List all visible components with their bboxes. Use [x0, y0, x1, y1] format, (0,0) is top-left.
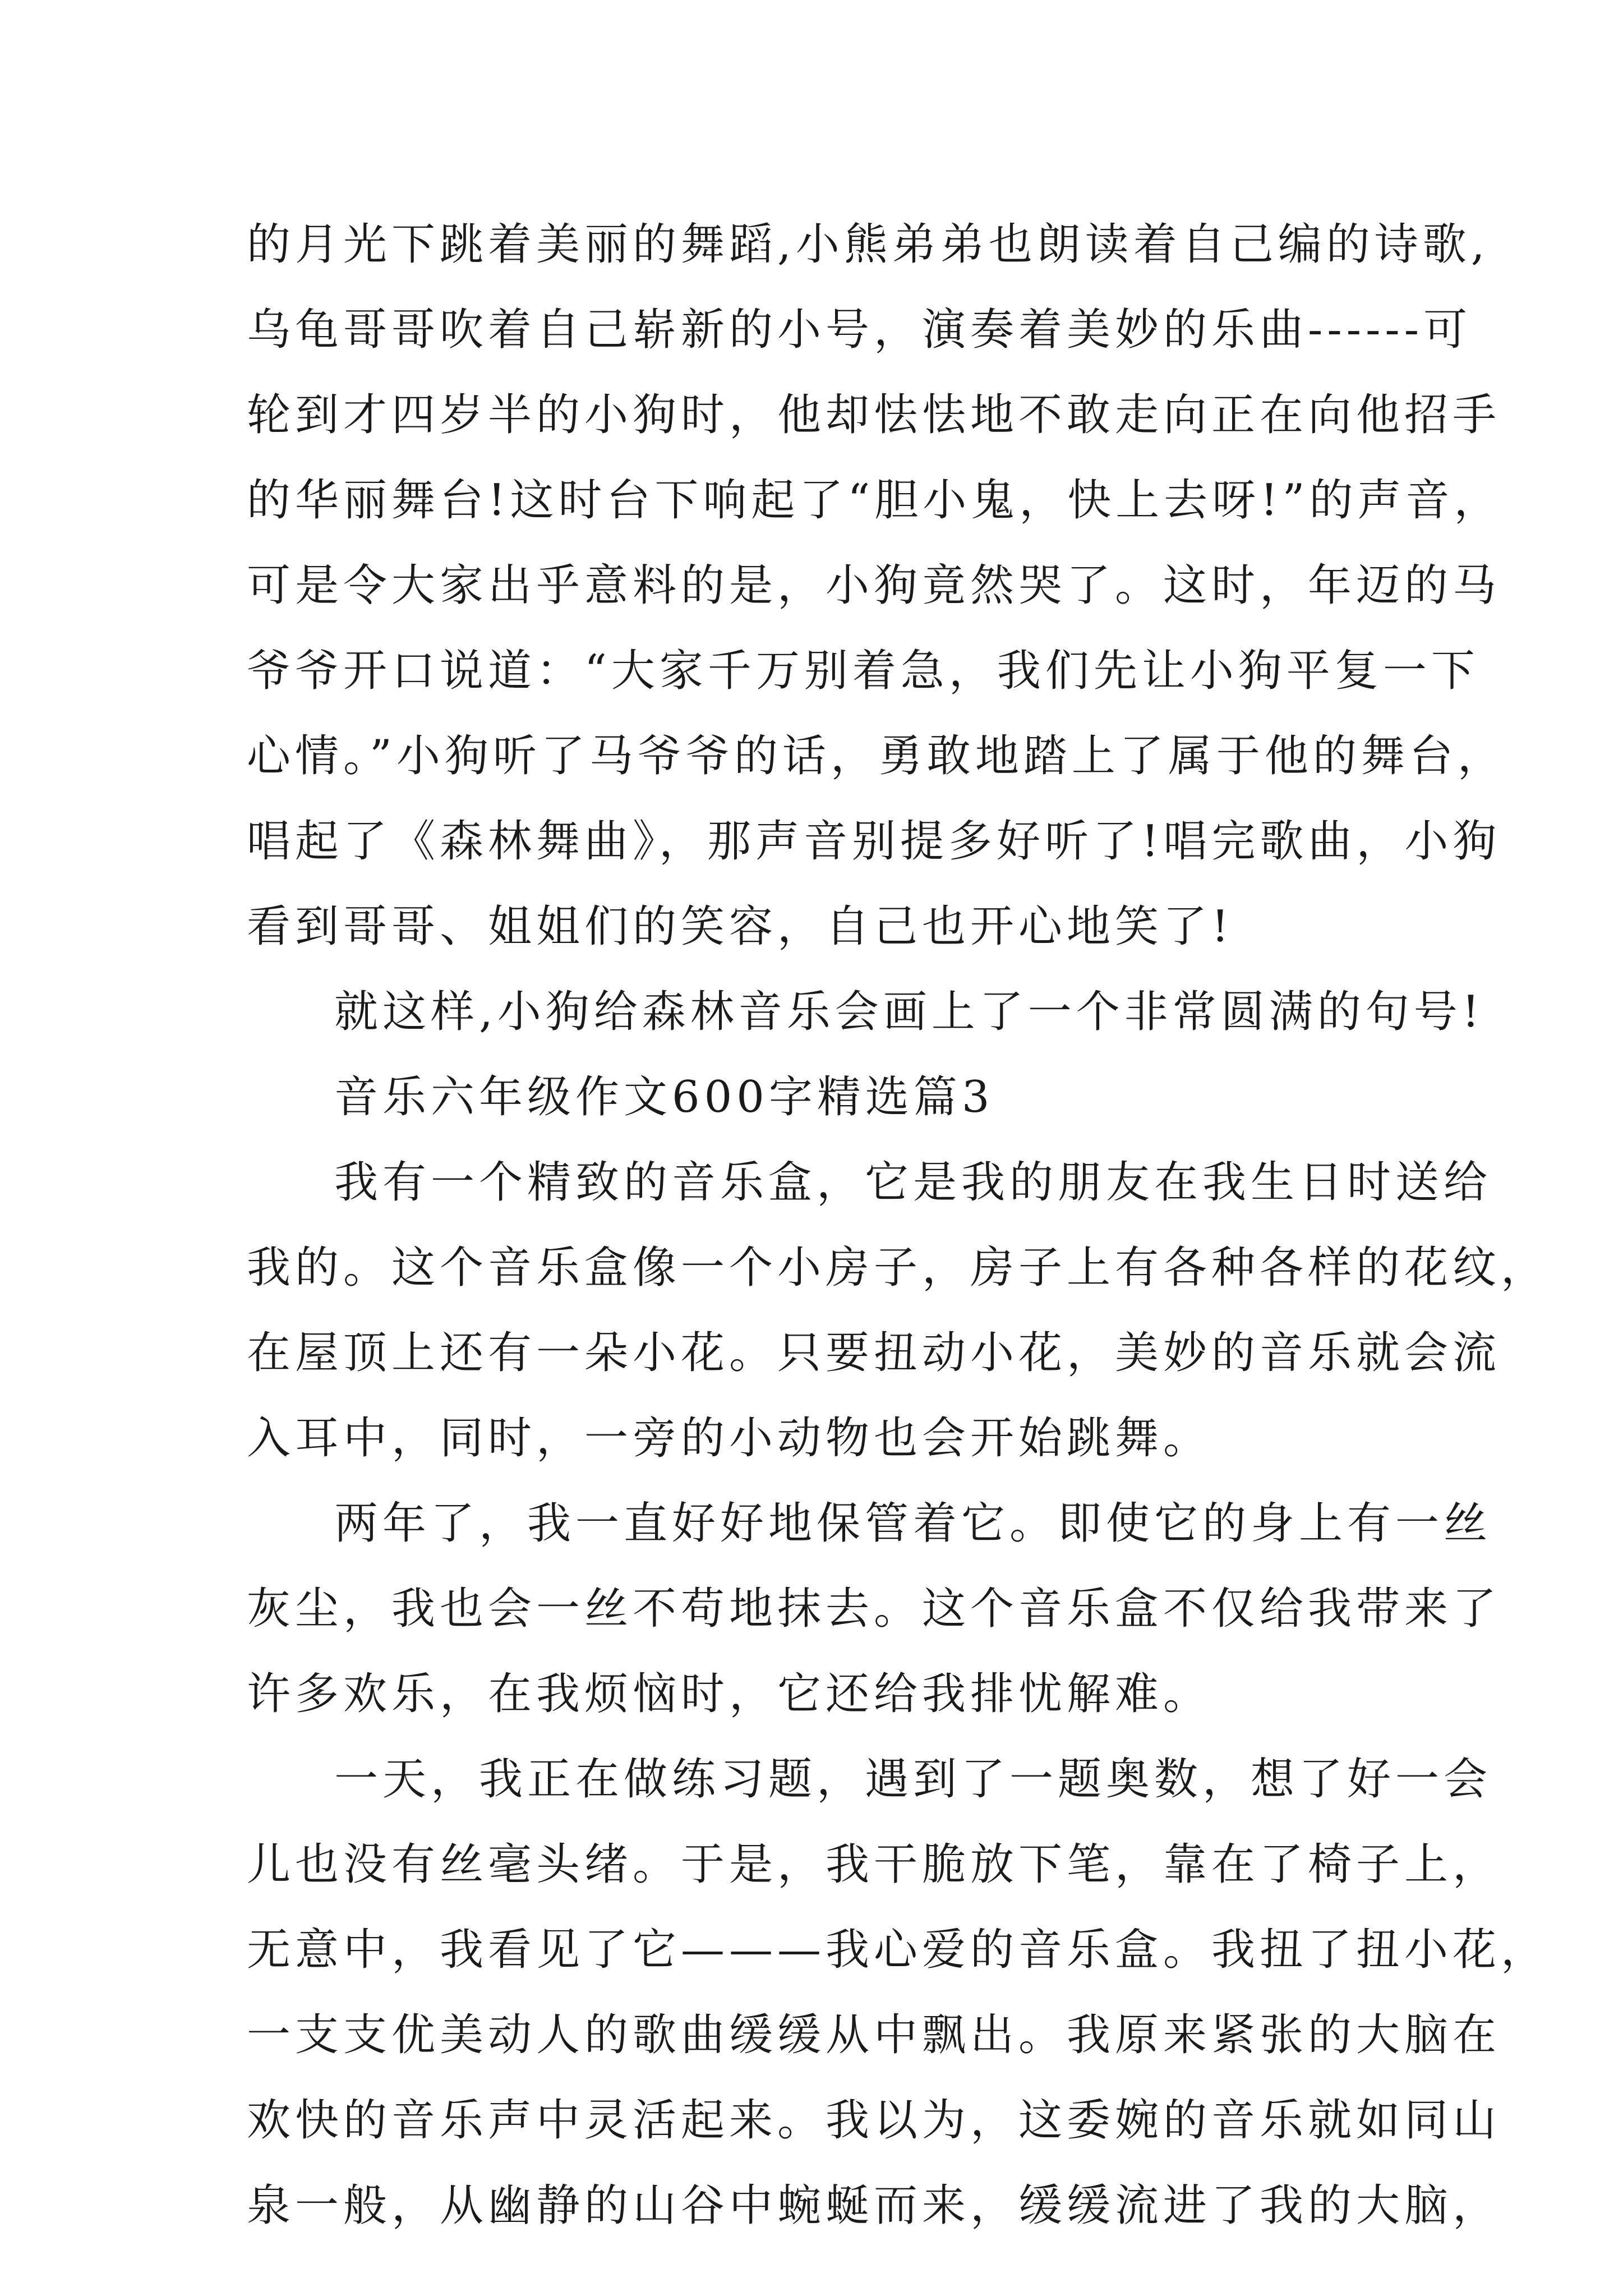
- paragraph-first-line: 两年了，我一直好好地保管着它。即使它的身上有一丝: [334, 1498, 1492, 1549]
- text-line: 一支支优美动人的歌曲缓缓从中飘出。我原来紧张的大脑在: [247, 2010, 1501, 2060]
- text-line: 灰尘，我也会一丝不苟地抹去。这个音乐盒不仅给我带来了: [247, 1584, 1501, 1634]
- text-line: 许多欢乐，在我烦恼时，它还给我排忧解难。: [247, 1669, 1212, 1719]
- text-line: 儿也没有丝毫头绪。于是，我干脆放下笔，靠在了椅子上，: [247, 1839, 1501, 1890]
- text-line: 入耳中，同时，一旁的小动物也会开始跳舞。: [247, 1413, 1212, 1464]
- text-line: 我的。这个音乐盒像一个小房子，房子上有各种各样的花纹，: [247, 1243, 1550, 1293]
- text-line: 泉一般，从幽静的山谷中蜿蜒而来，缓缓流进了我的大脑，: [247, 2180, 1501, 2231]
- text-line: 乌龟哥哥吹着自己崭新的小号，演奏着美妙的乐曲------可: [247, 305, 1472, 355]
- text-line: 的月光下跳着美丽的舞蹈,小熊弟弟也朗读着自己编的诗歌,: [247, 219, 1490, 270]
- text-line: 欢快的音乐声中灵活起来。我以为，这委婉的音乐就如同山: [247, 2095, 1501, 2146]
- text-line: 心情。”小狗听了马爷爷的话，勇敢地踏上了属于他的舞台，: [247, 731, 1506, 781]
- text-line: 看到哥哥、姐姐们的笑容，自己也开心地笑了!: [247, 901, 1234, 952]
- text-line: 的华丽舞台!这时台下响起了“胆小鬼，快上去呀!”的声音，: [247, 475, 1502, 526]
- paragraph-first-line: 一天，我正在做练习题，遇到了一题奥数，想了好一会: [334, 1754, 1492, 1805]
- text-line: 无意中，我看见了它———我心爱的音乐盒。我扭了扭小花，: [247, 1925, 1550, 1975]
- paragraph-first-line: 我有一个精致的音乐盒，它是我的朋友在我生日时送给: [334, 1157, 1492, 1208]
- text-line: 可是令大家出乎意料的是，小狗竟然哭了。这时，年迈的马: [247, 560, 1501, 611]
- essay-text: [247, 202, 1550, 2248]
- text-line: 爷爷开口说道：“大家千万别着急，我们先让小狗平复一下: [247, 646, 1479, 696]
- text-line: 轮到才四岁半的小狗时，他却怯怯地不敢走向正在向他招手: [247, 390, 1501, 440]
- paragraph-first-line: 音乐六年级作文600字精选篇3: [334, 1072, 994, 1122]
- text-line: 在屋顶上还有一朵小花。只要扭动小花，美妙的音乐就会流: [247, 1328, 1501, 1378]
- paragraph-first-line: 就这样,小狗给森林音乐会画上了一个非常圆满的句号!: [334, 987, 1484, 1037]
- text-line: 唱起了《森林舞曲》，那声音别提多好听了!唱完歌曲，小狗: [247, 816, 1501, 867]
